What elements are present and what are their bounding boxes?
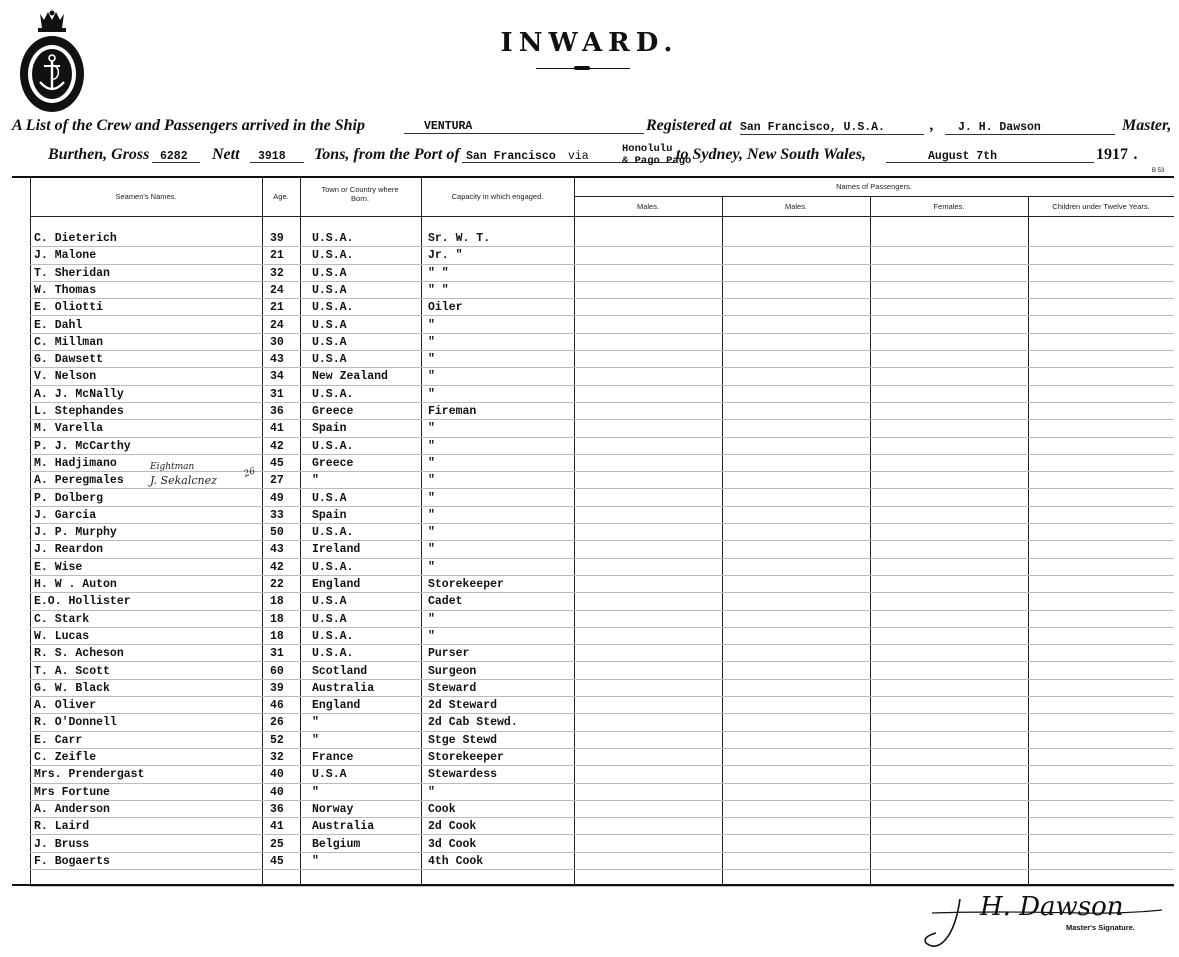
handwritten-note-age: 26 xyxy=(242,466,257,480)
table-row xyxy=(12,247,1174,264)
seaman-capacity: " xyxy=(428,387,435,401)
seaman-birthplace: " xyxy=(312,854,319,868)
col-females: Females. xyxy=(933,202,965,211)
seaman-name: W. Thomas xyxy=(34,283,97,297)
seaman-age: 42 xyxy=(270,560,284,574)
seaman-age: 30 xyxy=(270,335,284,349)
seaman-capacity: Surgeon xyxy=(428,664,477,678)
table-row xyxy=(12,282,1174,299)
seaman-capacity: Stge Stewd xyxy=(428,733,498,747)
seaman-birthplace: Greece xyxy=(312,456,354,470)
seaman-age: 45 xyxy=(270,854,284,868)
svg-text:H. Dawson: H. Dawson xyxy=(980,892,1124,922)
seaman-capacity: Cadet xyxy=(428,595,463,609)
seaman-birthplace: Australia xyxy=(312,681,375,695)
seaman-capacity: " " xyxy=(428,266,449,280)
seaman-birthplace: " xyxy=(312,474,319,488)
port-of-departure: San Francisco xyxy=(466,150,556,163)
seaman-name: C. Dieterich xyxy=(34,232,117,245)
seaman-name: J. Bruss xyxy=(34,837,90,851)
seaman-name: E. Wise xyxy=(34,560,83,574)
seaman-birthplace: U.S.A. xyxy=(312,647,354,661)
form-mark: B 53 xyxy=(1152,168,1165,174)
seaman-capacity: Cook xyxy=(428,802,456,816)
seaman-name: W. Lucas xyxy=(34,629,90,643)
seaman-name: A. J. McNally xyxy=(34,387,124,401)
seaman-age: 43 xyxy=(270,543,284,557)
gross-field-line xyxy=(152,162,200,163)
seaman-birthplace: Spain xyxy=(312,422,347,436)
seaman-capacity: " xyxy=(428,474,435,488)
seaman-birthplace: U.S.A. xyxy=(312,301,354,315)
seaman-capacity: 2d Cab Stewd. xyxy=(428,716,518,730)
seaman-capacity: " xyxy=(428,543,435,557)
seaman-name: M. Varella xyxy=(34,422,104,436)
seaman-name: Mrs Fortune xyxy=(34,785,110,799)
table-row xyxy=(12,351,1174,368)
col-passengers: Names of Passengers. xyxy=(836,182,912,191)
arrival-date: August 7th xyxy=(928,150,998,163)
seaman-capacity: " xyxy=(428,560,435,574)
seaman-birthplace: U.S.A. xyxy=(312,232,354,245)
seaman-age: 21 xyxy=(270,249,284,263)
seaman-age: 39 xyxy=(270,681,284,695)
table-row xyxy=(12,611,1174,628)
seaman-birthplace: U.S.A. xyxy=(312,560,354,574)
table-row xyxy=(12,853,1174,870)
table-row xyxy=(12,438,1174,455)
seaman-age: 18 xyxy=(270,612,284,626)
table-row xyxy=(12,766,1174,783)
seaman-birthplace: U.S.A xyxy=(312,353,347,367)
table-row xyxy=(12,801,1174,818)
nett-field-line xyxy=(250,162,304,163)
seaman-name: A. Peregmales xyxy=(34,474,124,488)
seaman-birthplace: U.S.A. xyxy=(312,387,354,401)
seaman-capacity: " xyxy=(428,508,435,522)
seaman-name: V. Nelson xyxy=(34,370,97,384)
seaman-capacity: Purser xyxy=(428,647,470,661)
seaman-birthplace: " xyxy=(312,733,319,747)
header-rule xyxy=(30,216,1174,217)
seaman-birthplace: U.S.A xyxy=(312,266,347,280)
col-males-2: Males. xyxy=(784,202,808,211)
seaman-age: 27 xyxy=(270,474,284,488)
list-heading: A List of the Crew and Passengers arrived in the Ship xyxy=(12,117,365,134)
seaman-age: 45 xyxy=(270,456,284,470)
seaman-age: 42 xyxy=(270,439,284,453)
seaman-age: 36 xyxy=(270,802,284,816)
seaman-capacity: " xyxy=(428,318,435,332)
seaman-name: J. P. Murphy xyxy=(34,526,117,540)
seaman-birthplace: U.S.A. xyxy=(312,249,354,263)
seaman-name: E. Dahl xyxy=(34,318,83,332)
seaman-name: J. Reardon xyxy=(34,543,104,557)
master-name: J. H. Dawson xyxy=(958,121,1041,134)
seaman-age: 50 xyxy=(270,526,284,540)
seaman-age: 22 xyxy=(270,578,284,591)
seaman-name: J. Malone xyxy=(34,249,97,263)
seaman-name: T. A. Scott xyxy=(34,664,110,678)
year: 1917 xyxy=(1096,146,1128,163)
seaman-name: E. Carr xyxy=(34,733,83,747)
table-row xyxy=(12,490,1174,507)
seaman-age: 26 xyxy=(270,716,284,730)
seaman-age: 43 xyxy=(270,353,284,367)
seaman-name: J. Garcia xyxy=(34,508,97,522)
seaman-capacity: 2d Steward xyxy=(428,699,498,713)
table-row xyxy=(12,386,1174,403)
seaman-birthplace: Spain xyxy=(312,508,347,522)
col-children: Children under Twelve Years. xyxy=(1052,202,1150,211)
master-signature xyxy=(920,885,1170,955)
seaman-birthplace: U.S.A xyxy=(312,283,347,297)
seaman-age: 41 xyxy=(270,820,284,834)
seaman-capacity: " xyxy=(428,629,435,643)
seaman-capacity: Steward xyxy=(428,681,477,695)
seaman-capacity: Sr. W. T. xyxy=(428,232,491,245)
seaman-age: 41 xyxy=(270,422,284,436)
table-row xyxy=(12,663,1174,680)
seaman-name: F. Bogaerts xyxy=(34,854,110,868)
destination: to Sydney, New South Wales, xyxy=(676,146,866,163)
seaman-birthplace: England xyxy=(312,578,361,591)
seaman-birthplace: England xyxy=(312,699,361,713)
seaman-birthplace: Scotland xyxy=(312,664,368,678)
seaman-capacity: " xyxy=(428,456,435,470)
seaman-birthplace: U.S.A xyxy=(312,335,347,349)
table-row xyxy=(12,593,1174,610)
seaman-birthplace: U.S.A. xyxy=(312,629,354,643)
seaman-capacity: " " xyxy=(428,283,449,297)
seaman-capacity: Fireman xyxy=(428,405,477,418)
table-row xyxy=(12,714,1174,731)
via-ports-2: & Pago Pago xyxy=(622,155,692,167)
via-ports-1: Honolulu xyxy=(622,143,673,155)
table-row xyxy=(12,749,1174,766)
seaman-capacity: " xyxy=(428,422,435,436)
master-field-line xyxy=(945,134,1115,135)
seaman-name: C. Zeifle xyxy=(34,751,97,764)
registered-field-line xyxy=(740,134,924,135)
seaman-capacity: 3d Cook xyxy=(428,837,477,851)
table-row xyxy=(12,697,1174,714)
seaman-capacity: " xyxy=(428,526,435,540)
nett-tonnage: 3918 xyxy=(258,150,286,163)
seaman-name: Mrs. Prendergast xyxy=(34,768,145,782)
seaman-capacity: " xyxy=(428,612,435,626)
seaman-age: 24 xyxy=(270,283,284,297)
seaman-capacity: Stewardess xyxy=(428,768,498,782)
tons-port-label: Tons, from the Port of xyxy=(314,146,460,163)
table-row xyxy=(12,334,1174,351)
table-row xyxy=(12,265,1174,282)
seaman-name: E. Oliotti xyxy=(34,301,104,315)
col-age: Age. xyxy=(273,192,289,201)
table-row xyxy=(12,299,1174,316)
seaman-birthplace: U.S.A xyxy=(312,768,347,782)
page-title: INWARD. xyxy=(500,28,679,58)
table-row xyxy=(12,507,1174,524)
registered-at: San Francisco, U.S.A. xyxy=(740,121,885,134)
seaman-birthplace: U.S.A. xyxy=(312,526,354,540)
seaman-birthplace: U.S.A xyxy=(312,595,347,609)
seaman-age: 52 xyxy=(270,733,284,747)
ship-name: VENTURA xyxy=(424,120,473,133)
table-row xyxy=(12,784,1174,801)
seaman-age: 60 xyxy=(270,664,284,678)
seaman-name: L. Stephandes xyxy=(34,405,124,418)
seaman-capacity: " xyxy=(428,370,435,384)
table-row xyxy=(12,732,1174,749)
handwritten-note-rank: Eightman xyxy=(150,462,195,472)
seaman-name: R. O'Donnell xyxy=(34,716,117,730)
seaman-capacity: " xyxy=(428,785,435,799)
seaman-capacity: Oiler xyxy=(428,301,463,315)
seaman-age: 49 xyxy=(270,491,284,505)
table-row xyxy=(12,559,1174,576)
crown-anchor-crest xyxy=(18,10,86,114)
table-row xyxy=(12,230,1174,247)
table-row xyxy=(12,403,1174,420)
seaman-capacity: " xyxy=(428,491,435,505)
seaman-birthplace: Ireland xyxy=(312,543,361,557)
registered-label: Registered at xyxy=(646,117,732,134)
seaman-age: 18 xyxy=(270,629,284,643)
signature-label: Master's Signature. xyxy=(1066,923,1135,932)
seaman-age: 32 xyxy=(270,266,284,280)
seaman-name: C. Stark xyxy=(34,612,90,626)
seaman-birthplace: Australia xyxy=(312,820,375,834)
seaman-name: T. Sheridan xyxy=(34,266,110,280)
seaman-birthplace: France xyxy=(312,751,354,764)
seaman-age: 25 xyxy=(270,837,284,851)
table-row xyxy=(12,645,1174,662)
seaman-birthplace: New Zealand xyxy=(312,370,388,384)
seaman-name: R. Laird xyxy=(34,820,90,834)
seaman-age: 36 xyxy=(270,405,284,418)
burthen-label: Burthen, Gross xyxy=(48,146,150,163)
seaman-name: P. Dolberg xyxy=(34,491,104,505)
seaman-name: G. Dawsett xyxy=(34,353,104,367)
seaman-age: 40 xyxy=(270,785,284,799)
table-row xyxy=(12,368,1174,385)
seaman-capacity: 4th Cook xyxy=(428,854,484,868)
seaman-capacity: " xyxy=(428,353,435,367)
seaman-age: 24 xyxy=(270,318,284,332)
table-row xyxy=(12,420,1174,437)
seaman-name: M. Hadjimano xyxy=(34,456,117,470)
seaman-age: 32 xyxy=(270,751,284,764)
seaman-name: A. Oliver xyxy=(34,699,97,713)
comma: , xyxy=(930,117,934,134)
seaman-capacity: " xyxy=(428,335,435,349)
col-seamens-names: Seamen's Names. xyxy=(115,192,177,201)
seaman-birthplace: U.S.A xyxy=(312,491,347,505)
seaman-name: P. J. McCarthy xyxy=(34,439,131,453)
seaman-age: 40 xyxy=(270,768,284,782)
table-row xyxy=(12,680,1174,697)
gross-tonnage: 6282 xyxy=(160,150,188,163)
seaman-birthplace: Belgium xyxy=(312,837,361,851)
seaman-name: G. W. Black xyxy=(34,681,110,695)
table-top-rule xyxy=(12,176,1174,178)
table-row xyxy=(12,524,1174,541)
table-row xyxy=(12,818,1174,835)
seaman-name: E.O. Hollister xyxy=(34,595,131,609)
col-capacity: Capacity in which engaged. xyxy=(451,192,544,201)
seaman-age: 31 xyxy=(270,387,284,401)
seaman-age: 31 xyxy=(270,647,284,661)
seaman-capacity: Storekeeper xyxy=(428,751,504,764)
passenger-header-rule xyxy=(575,196,1174,197)
table-row xyxy=(12,836,1174,853)
col-town-born: Town or Country where Born. xyxy=(321,185,399,203)
via-label: via xyxy=(568,150,589,163)
title-ornament xyxy=(536,68,630,69)
seaman-birthplace: Greece xyxy=(312,405,354,418)
seaman-age: 39 xyxy=(270,232,284,245)
seaman-birthplace: " xyxy=(312,785,319,799)
seaman-name: R. S. Acheson xyxy=(34,647,124,661)
seaman-capacity: Storekeeper xyxy=(428,578,504,591)
col-males-1: Males. xyxy=(636,202,660,211)
seaman-birthplace: U.S.A. xyxy=(312,439,354,453)
seaman-capacity: Jr. " xyxy=(428,249,463,263)
handwritten-note-name: J. Sekalcnez xyxy=(150,474,217,487)
period: . xyxy=(1134,146,1138,163)
seaman-capacity: 2d Cook xyxy=(428,820,477,834)
table-row xyxy=(12,576,1174,593)
seaman-age: 46 xyxy=(270,699,284,713)
seaman-birthplace: U.S.A xyxy=(312,612,347,626)
seaman-age: 18 xyxy=(270,595,284,609)
nett-label: Nett xyxy=(212,146,240,163)
seaman-name: A. Anderson xyxy=(34,802,110,816)
seaman-capacity: " xyxy=(428,439,435,453)
seaman-birthplace: " xyxy=(312,716,319,730)
seaman-birthplace: U.S.A xyxy=(312,318,347,332)
master-label: Master, xyxy=(1122,117,1172,134)
seaman-birthplace: Norway xyxy=(312,802,354,816)
seaman-name: C. Millman xyxy=(34,335,104,349)
seaman-name: H. W . Auton xyxy=(34,578,117,591)
table-row xyxy=(12,628,1174,645)
seaman-age: 21 xyxy=(270,301,284,315)
table-row xyxy=(12,317,1174,334)
date-field-line xyxy=(886,162,1094,163)
table-row xyxy=(12,541,1174,558)
ship-field-line xyxy=(404,133,644,134)
seaman-age: 34 xyxy=(270,370,284,384)
seaman-age: 33 xyxy=(270,508,284,522)
